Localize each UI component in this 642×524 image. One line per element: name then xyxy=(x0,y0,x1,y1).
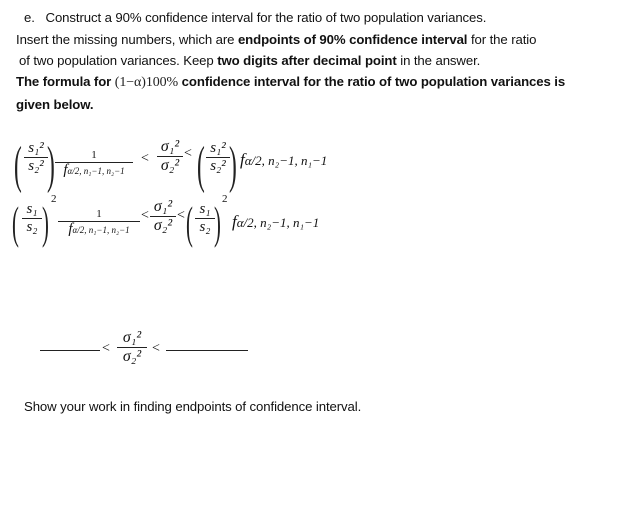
text: given below. xyxy=(16,97,94,112)
inverse-f-fraction xyxy=(55,148,133,178)
exponent: 2 xyxy=(51,193,57,205)
f-symbol: f xyxy=(63,162,68,178)
left-paren: ( xyxy=(12,197,19,248)
denominator: σ₂² xyxy=(153,217,173,234)
less-than: < xyxy=(102,341,110,356)
question-line-3 xyxy=(19,53,480,68)
question-line-4 xyxy=(16,74,565,91)
sample-variance-ratio xyxy=(24,140,48,175)
left-paren: ( xyxy=(186,197,193,248)
less-than: < xyxy=(141,208,149,223)
sample-variance-ratio xyxy=(206,140,230,175)
denominator: s₂ xyxy=(199,219,211,235)
population-variance-ratio xyxy=(157,138,183,175)
denominator: σ₂² xyxy=(160,157,180,174)
sample-sd-ratio xyxy=(22,201,42,236)
question-label: e. xyxy=(24,10,35,25)
right-paren: ) xyxy=(214,197,221,248)
emphasis-endpoints: endpoints of 90% confidence interval xyxy=(237,32,468,47)
emphasis-decimals: two digits after decimal point xyxy=(217,53,397,68)
f-subscript: α/2, n₂−1, n₁−1 xyxy=(236,215,320,230)
right-paren: ) xyxy=(42,197,49,248)
question-line-5 xyxy=(16,97,93,112)
exponent: 2 xyxy=(222,193,228,205)
numerator: s₁² xyxy=(28,140,44,156)
f-critical-value xyxy=(232,212,319,232)
less-than: < xyxy=(184,146,192,161)
numerator: σ₁² xyxy=(122,329,142,346)
less-than: < xyxy=(177,208,185,223)
text: The formula for xyxy=(16,74,115,89)
one: 1 xyxy=(91,149,97,161)
denominator: s₂ xyxy=(26,219,38,235)
denominator: σ₂² xyxy=(122,348,142,365)
text: Insert the missing numbers, which are xyxy=(16,32,238,47)
text: confidence interval for the ratio of two population variances is xyxy=(178,74,566,89)
numerator: σ₁² xyxy=(160,138,180,155)
f-symbol: f xyxy=(232,212,237,231)
upper-endpoint-blank[interactable] xyxy=(166,350,248,351)
numerator: s₁ xyxy=(26,201,38,217)
one: 1 xyxy=(96,208,102,220)
question-line-1 xyxy=(24,10,486,25)
right-paren: ) xyxy=(229,137,237,194)
f-critical-value xyxy=(240,150,327,170)
less-than: < xyxy=(141,151,149,166)
show-work-instruction: Show your work in finding endpoints of confidence interval. xyxy=(24,399,362,414)
left-paren: ( xyxy=(197,137,205,194)
text: of two population variances. Keep xyxy=(19,53,218,68)
f-subscript: α/2, n₁−1, n₂−1 xyxy=(67,166,125,176)
inverse-f-fraction xyxy=(58,207,140,237)
confidence-level-math: (1−α)100% xyxy=(114,75,179,90)
population-variance-ratio xyxy=(150,198,176,235)
numerator: σ₁² xyxy=(153,198,173,215)
f-subscript: α/2, n₂−1, n₁−1 xyxy=(244,153,328,168)
left-paren: ( xyxy=(14,137,22,194)
denominator: s₂² xyxy=(210,158,226,174)
less-than: < xyxy=(152,341,160,356)
numerator: s₁ xyxy=(199,201,211,217)
right-paren: ) xyxy=(47,137,55,194)
f-subscript: α/2, n₁−1, n₂−1 xyxy=(72,225,130,235)
numerator: s₁² xyxy=(210,140,226,156)
f-symbol: f xyxy=(68,221,73,237)
denominator: s₂² xyxy=(28,158,44,174)
question-line-2 xyxy=(16,32,536,47)
sample-sd-ratio xyxy=(195,201,215,236)
question-instruction: Construct a 90% confidence interval for the ratio of two population variances. xyxy=(45,10,487,25)
lower-endpoint-blank[interactable] xyxy=(40,350,100,351)
population-variance-ratio xyxy=(117,329,147,366)
text: for the ratio xyxy=(467,32,537,47)
text: in the answer. xyxy=(396,53,481,68)
f-symbol: f xyxy=(240,150,245,169)
